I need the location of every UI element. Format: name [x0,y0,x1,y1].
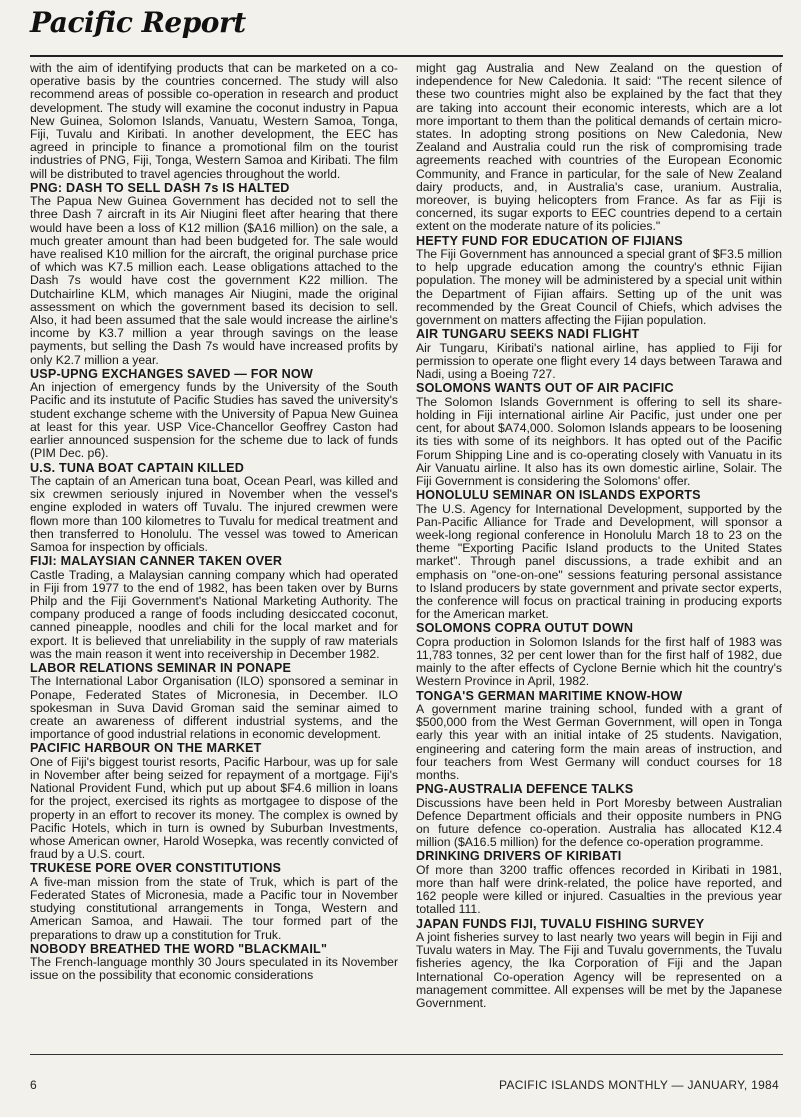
article-headline: SOLOMONS COPRA OUTUT DOWN [416,621,634,636]
article-headline: PACIFIC HARBOUR ON THE MARKET [30,741,262,756]
article-paragraph: Copra production in Solomon Islands for the first half of 1983 was 11,783 tonnes, 32 per cent lower than for the first half of 1982, due mainly to the after effects of Cyclone Bernie which hit the country's Western Province in April, 1982. [416,634,782,689]
article-paragraph: The Fiji Government has announced a special grant of $F3.5 million to help upgrade education among the country's ethnic Fijian population. The money will be administered by a special unit within the Department of Fijian affairs. Setting up of the unit was recommended by the Great Council of Chiefs, which advises the government on matters affecting the Fijian population. [416,247,782,328]
article-paragraph: A government marine training school, funded with a grant of $500,000 from the West German Government, will open in Tonga early this year with an initial intake of 25 students. Navigation, engineering and catering form the main areas of instruction, and four teachers from West Germany will conduct courses for 18 months. [416,701,782,782]
article-paragraph: One of Fiji's biggest tourist resorts, Pacific Harbour, was up for sale in November after being seized for repayment of a mortgage. Fiji's National Provident Fund, which put up about $F4.6 million in loans for the project, exercised its rights as mortgagee to dispose of the property in an effort to recover its money. The complex is owned by Pacific Hotels, which in turn is owned by Suburban Investments, whose American owner, Harold Wosepka, was recently convicted of fraud by a U.S. court. [30,754,398,862]
article-headline: HEFTY FUND FOR EDUCATION OF FIJIANS [416,233,683,248]
article-headline: U.S. TUNA BOAT CAPTAIN KILLED [30,460,245,475]
article-headline: TRUKESE PORE OVER CONSTITUTIONS [30,861,282,876]
article-headline: DRINKING DRIVERS OF KIRIBATI [416,849,622,864]
article-paragraph: might gag Australia and New Zealand on the question of independence for New Caledonia. It said: "The recent silence of these two countries might also be explained by the fact that they are taking into account their economic interests, which are a lot more important to them than the political demands of certain micro-states. In adopting strong positions on New Caledonia, New Zealand and Australia could run the risk of compromising trade agreements reached with countries of the European Economic Community, and France in particular, for the sale of New Zealand dairy products, and, in Australia's case, uranium. Australia, moreover, is buying helicopters from France. As far as Fiji is concerned, its sugar exports to EEC countries depend to a certain extent on the moderate nature of its policies." [416,62,782,234]
article-headline: USP-UPNG EXCHANGES SAVED — FOR NOW [30,366,313,381]
article-headline: PNG: DASH TO SELL DASH 7s IS HALTED [30,180,290,195]
left-column [30,62,398,1050]
article-paragraph: An injection of emergency funds by the University of the South Pacific and its instutute of Pacific Studies has saved the university's student exchange scheme with the University of Papua New Guinea at least for this year. USP Vice-Chancellor Geoffrey Caston had earlier announced suspension for the scheme due to lack of funds (PIM Dec. p6). [30,380,398,461]
article-headline: TONGA'S GERMAN MARITIME KNOW-HOW [416,688,683,703]
right-column [416,62,782,1050]
footer-rule [30,1054,783,1055]
article-headline: HONOLULU SEMINAR ON ISLANDS EXPORTS [416,488,701,503]
article-headline: NOBODY BREATHED THE WORD "BLACKMAIL" [30,941,328,956]
article-paragraph: Discussions have been held in Port Moresby between Australian Defence Department officials and their opposite numbers in PNG on future defence co-operation. Australia has allocated K12.4 million ($A16.5 million) for the defence co-operation programme. [416,795,782,850]
article-paragraph: The Solomon Islands Government is offering to sell its share-holding in Fiji international airline Air Pacific, just under one per cent, for about $A74,000. Solomon Islands appears to be loosening its ties with some of its neighbors. It has opted out of the Pacific Forum Shipping Line and is co-operating closely with Vanuatu in its Air Vanuatu airline. It also has its own domestic airline, Solair. The Fiji Government is considering the Solomons' offer. [416,394,782,488]
article-paragraph: Castle Trading, a Malaysian canning company which had operated in Fiji from 1977 to the end of 1982, has been taken over by Burns Philp and the Fiji Government's National Marketing Authority. The company produced a range of foods including desiccated coconut, canned pineapple, noodles and chili for the local market and for export. It is believed that unreliability in the supply of raw materials was the main reason it went into receivership in December 1982. [30,567,398,661]
article-paragraph: Of more than 3200 traffic offences recorded in Kiribati in 1981, more than half were drink-related, the police have reported, and 162 people were killed or injured. Casualties in the previous year totalled 111. [416,862,782,917]
masthead-logo: Pacific Report [30,6,246,39]
article-paragraph: The captain of an American tuna boat, Ocean Pearl, was killed and six crewmen seriously injured in November when the vessel's engine exploded in waters off Tuvalu. The injured crewmen were flown more than 100 kilometres to Tuvalu for medical treatment and then transferred to Honolulu. The vessel was towed to American Samoa for inspection by officials. [30,473,398,554]
article-headline: JAPAN FUNDS FIJI, TUVALU FISHING SURVEY [416,916,705,931]
article-paragraph: The French-language monthly 30 Jours speculated in its November issue on the possibility that economic considerations [30,955,398,983]
article-headline: FIJI: MALAYSIAN CANNER TAKEN OVER [30,554,283,569]
article-paragraph: The Papua New Guinea Government has decided not to sell the three Dash 7 aircraft in its Air Niugini fleet after hearing that there would have been a loss of K12 million ($A16 million) on the sale, a much greater amount than had been budgeted for. The sale would have realised K10 million for the aircraft, the original purchase price of which was K7.5 million each. Lease obligations attached to the Dash 7s would have cost the government K22 million. The Dutchairline KLM, which manages Air Niugini, made the original assessment on which the government based its decision to sell. Also, it had been assumed that the sale would increase the airline's income by K3.7 million a year through savings on the lease payments, but selling the Dash 7s would have increased profits by only K2.7 million a year. [30,194,398,367]
publication-footer: PACIFIC ISLANDS MONTHLY — JANUARY, 1984 [498,1078,779,1092]
article-paragraph: with the aim of identifying products that can be marketed on a co-operative basis by the countries concerned. The study will also recommend areas of possible co-operation in research and product development. The study will examine the coconut industry in Papua New Guinea, Solomon Islands, Vanuatu, Western Samoa, Tonga, Fiji, Tuvalu and Kiribati. In another development, the EEC has agreed in principle to finance a promotional film on the tourist industries of PNG, Fiji, Tonga, Western Samoa and Kiribati. The film will be distributed to travel agencies throughout the world. [30,62,398,181]
article-paragraph: A joint fisheries survey to last nearly two years will begin in Fiji and Tuvalu waters in May. The Fiji and Tuvalu governments, the Tuvalu fisheries agency, the Ika Corporation of Fiji and the Japan International Co-operation Agency will be represented on a management committee. All expenses will be met by the Japanese Government. [416,930,782,1011]
article-headline: PNG-AUSTRALIA DEFENCE TALKS [416,782,634,797]
page-number: 6 [30,1078,37,1092]
article-headline: AIR TUNGARU SEEKS NADI FLIGHT [416,327,640,342]
article-paragraph: Air Tungaru, Kiribati's national airline, has applied to Fiji for permission to operate one flight every 14 days between Tarawa and Nadi, using a Boeing 727. [416,340,782,382]
article-paragraph: A five-man mission from the state of Truk, which is part of the Federated States of Micronesia, made a Pacific tour in November studying constitutional arrangements in Tonga, Western and American Samoa, and Hawaii. The tour formed part of the preparations to draw up a constitution for Truk. [30,874,398,942]
header-rule [30,55,783,57]
article-headline: LABOR RELATIONS SEMINAR IN PONAPE [30,660,292,675]
article-headline: SOLOMONS WANTS OUT OF AIR PACIFIC [416,381,674,396]
article-paragraph: The U.S. Agency for International Development, supported by the Pan-Pacific Alliance for Trade and Development, will sponsor a week-long regional conference in Honolulu March 18 to 23 on the theme "Exporting Pacific Island products to the United States market". Through panel discussions, a trade exhibit and an emphasis on "one-on-one" sessions featuring personal assistance to Island producers by state government and private sector experts, the conference will focus on practical training in producing exports for the American market. [416,501,782,622]
article-paragraph: The International Labor Organisation (ILO) sponsored a seminar in Ponape, Federated States of Micronesia, in December. ILO spokesman in Suva David Groman said the seminar aimed to create an awareness of different industrial systems, and the importance of good industrial relations in economic development. [30,674,398,742]
